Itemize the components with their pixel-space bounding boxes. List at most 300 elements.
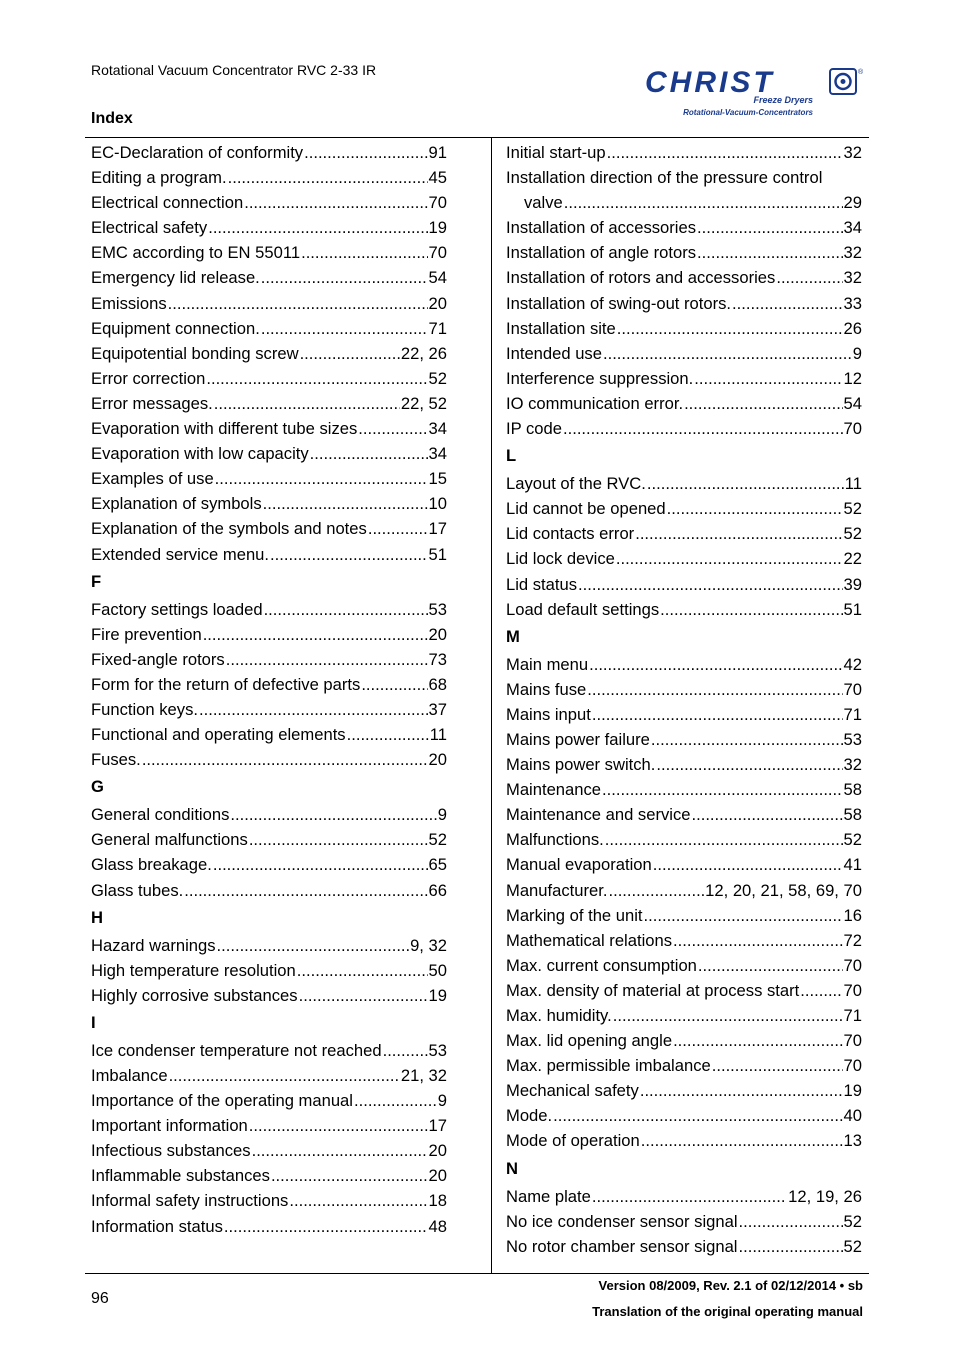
index-term: Fuses. bbox=[91, 750, 141, 770]
index-entry bbox=[506, 546, 862, 571]
leader-dots bbox=[354, 1088, 437, 1113]
index-page: 19 bbox=[843, 1081, 862, 1101]
leader-dots bbox=[261, 316, 428, 341]
index-page: 91 bbox=[428, 143, 447, 162]
index-term: Intended use bbox=[506, 343, 602, 363]
index-page: 41 bbox=[843, 855, 862, 875]
index-entry bbox=[91, 316, 447, 341]
index-page: 18 bbox=[428, 1191, 447, 1211]
index-term: Malfunctions. bbox=[506, 830, 604, 850]
index-page: 70 bbox=[843, 1031, 862, 1051]
leader-dots bbox=[249, 827, 428, 852]
index-entry bbox=[506, 802, 862, 827]
index-entry bbox=[506, 1184, 862, 1209]
index-page: 12, 20, 21, 58, 69, 70 bbox=[705, 880, 862, 900]
index-page: 10 bbox=[428, 494, 447, 514]
index-page: 16 bbox=[843, 905, 862, 925]
index-entry bbox=[91, 827, 447, 852]
index-page: 29 bbox=[843, 193, 862, 213]
index-entry bbox=[91, 516, 447, 541]
index-page: 13 bbox=[843, 1131, 862, 1151]
leader-dots bbox=[635, 521, 842, 546]
leader-dots bbox=[673, 928, 843, 953]
leader-dots bbox=[213, 852, 428, 877]
index-page: 32 bbox=[843, 268, 862, 288]
index-entry bbox=[506, 1128, 862, 1153]
leader-dots bbox=[206, 366, 427, 391]
leader-dots bbox=[776, 265, 842, 290]
index-entry bbox=[91, 933, 447, 958]
index-column-left bbox=[91, 140, 447, 1239]
index-term: Importance of the operating manual bbox=[91, 1091, 353, 1111]
index-term: High temperature resolution bbox=[91, 960, 296, 980]
index-entry bbox=[91, 265, 447, 290]
index-page: 9 bbox=[437, 805, 447, 825]
index-term: Load default settings bbox=[506, 599, 660, 619]
index-page: 26 bbox=[843, 318, 862, 338]
index-term: Important information bbox=[91, 1116, 248, 1136]
leader-dots bbox=[252, 1138, 428, 1163]
index-entry bbox=[506, 953, 862, 978]
index-page: 72 bbox=[843, 930, 862, 950]
index-entry bbox=[506, 291, 862, 316]
index-page: 22 bbox=[843, 549, 862, 569]
index-letter-heading: H bbox=[91, 907, 103, 927]
leader-dots bbox=[712, 1053, 843, 1078]
index-page: 53 bbox=[428, 599, 447, 619]
index-term: Mains fuse bbox=[506, 679, 587, 699]
index-page: 9 bbox=[437, 1091, 447, 1111]
index-page: 32 bbox=[843, 243, 862, 263]
index-term: Name plate bbox=[506, 1186, 591, 1206]
index-term: Highly corrosive substances bbox=[91, 985, 298, 1005]
index-page: 70 bbox=[843, 1056, 862, 1076]
index-term: Installation of accessories bbox=[506, 218, 697, 238]
index-term: Lid contacts error bbox=[506, 524, 635, 544]
leader-dots bbox=[184, 878, 427, 903]
index-page: 51 bbox=[428, 544, 447, 564]
leader-dots bbox=[613, 1003, 843, 1028]
index-entry bbox=[91, 958, 447, 983]
document-title: Rotational Vacuum Concentrator RVC 2-33 IR bbox=[91, 62, 377, 78]
index-term: Interference suppression. bbox=[506, 368, 694, 388]
leader-dots bbox=[651, 727, 843, 752]
index-term: Functional and operating elements bbox=[91, 725, 346, 745]
leader-dots bbox=[694, 366, 842, 391]
logo-registered: ® bbox=[858, 69, 864, 76]
leader-dots bbox=[169, 1063, 400, 1088]
index-term: Equipment connection. bbox=[91, 318, 260, 338]
index-term: Layout of the RVC. bbox=[506, 474, 646, 494]
leader-dots bbox=[289, 1188, 427, 1213]
index-entry bbox=[91, 466, 447, 491]
index-term: Installation of angle rotors bbox=[506, 243, 697, 263]
index-entry bbox=[506, 827, 862, 852]
index-entry bbox=[91, 1113, 447, 1138]
index-term: Evaporation with low capacity bbox=[91, 444, 309, 464]
index-page: 68 bbox=[428, 674, 447, 694]
index-entry bbox=[506, 1234, 862, 1259]
index-page: 53 bbox=[843, 729, 862, 749]
index-term: IO communication error. bbox=[506, 393, 684, 413]
index-entry bbox=[91, 416, 447, 441]
index-entry bbox=[91, 215, 447, 240]
index-page: 9, 32 bbox=[410, 935, 447, 955]
index-entry bbox=[506, 416, 862, 441]
index-page: 70 bbox=[428, 193, 447, 213]
leader-dots bbox=[607, 140, 843, 165]
leader-dots bbox=[616, 546, 843, 571]
leader-dots bbox=[304, 140, 427, 165]
index-page: 66 bbox=[428, 880, 447, 900]
leader-dots bbox=[215, 466, 428, 491]
index-entry bbox=[506, 752, 862, 777]
index-page: 50 bbox=[428, 960, 447, 980]
leader-dots bbox=[563, 416, 843, 441]
leader-dots bbox=[224, 1214, 428, 1239]
index-term: No rotor chamber sensor signal bbox=[506, 1236, 738, 1256]
leader-dots bbox=[249, 1113, 428, 1138]
index-page: 48 bbox=[428, 1216, 447, 1236]
index-entry bbox=[506, 878, 862, 903]
index-term: Mode of operation bbox=[506, 1131, 640, 1151]
leader-dots bbox=[270, 542, 428, 567]
index-term: Lid lock device bbox=[506, 549, 615, 569]
index-page: 54 bbox=[428, 268, 447, 288]
leader-dots bbox=[214, 391, 400, 416]
index-entry bbox=[91, 1088, 447, 1113]
index-term: Lid status bbox=[506, 574, 578, 594]
index-entry bbox=[91, 878, 447, 903]
index-term: Infectious substances bbox=[91, 1141, 251, 1161]
index-term: Glass tubes. bbox=[91, 880, 184, 900]
index-entry bbox=[506, 597, 862, 622]
leader-dots bbox=[589, 652, 842, 677]
leader-dots bbox=[299, 983, 428, 1008]
index-page: 20 bbox=[428, 1141, 447, 1161]
index-entry bbox=[506, 391, 862, 416]
index-term: Mains power switch. bbox=[506, 755, 656, 775]
index-page: 39 bbox=[843, 574, 862, 594]
index-entry bbox=[506, 777, 862, 802]
index-entry bbox=[91, 165, 447, 190]
index-entry bbox=[506, 1078, 862, 1103]
index-page: 34 bbox=[428, 419, 447, 439]
leader-dots bbox=[653, 852, 843, 877]
index-entry bbox=[506, 521, 862, 546]
leader-dots bbox=[301, 240, 427, 265]
leader-dots bbox=[647, 471, 844, 496]
leader-dots bbox=[739, 1209, 843, 1234]
index-page: 9 bbox=[852, 343, 862, 363]
index-page: 20 bbox=[428, 1166, 447, 1186]
index-term: Max. permissible imbalance bbox=[506, 1056, 711, 1076]
index-page: 34 bbox=[428, 444, 447, 464]
leader-dots bbox=[617, 316, 843, 341]
index-page: 15 bbox=[428, 469, 447, 489]
index-page: 32 bbox=[843, 755, 862, 775]
leader-dots bbox=[226, 647, 428, 672]
index-term: Max. lid opening angle bbox=[506, 1031, 673, 1051]
index-term: Factory settings loaded bbox=[91, 599, 263, 619]
leader-dots bbox=[592, 1184, 787, 1209]
index-entry bbox=[506, 928, 862, 953]
index-entry bbox=[91, 747, 447, 772]
leader-dots bbox=[698, 953, 843, 978]
leader-dots bbox=[691, 802, 842, 827]
index-letter-heading: M bbox=[506, 626, 520, 646]
index-term: Error messages. bbox=[91, 393, 213, 413]
index-entry bbox=[91, 1163, 447, 1188]
index-term: Installation of swing-out rotors. bbox=[506, 293, 732, 313]
index-page: 11 bbox=[844, 474, 862, 494]
index-term: Explanation of the symbols and notes bbox=[91, 519, 367, 539]
index-letter-heading: I bbox=[91, 1012, 96, 1032]
index-entry bbox=[506, 316, 862, 341]
index-page: 21, 32 bbox=[400, 1066, 447, 1085]
index-page: 52 bbox=[843, 1211, 862, 1231]
logo-brand: CHRIST bbox=[645, 66, 775, 99]
index-entry bbox=[506, 165, 862, 215]
index-entry bbox=[91, 672, 447, 697]
leader-dots bbox=[208, 215, 427, 240]
index-page: 71 bbox=[843, 1006, 862, 1025]
leader-dots bbox=[739, 1234, 843, 1259]
index-entry bbox=[91, 190, 447, 215]
logo-line2: Rotational-Vacuum-Concentrators bbox=[683, 108, 813, 117]
leader-dots bbox=[800, 978, 842, 1003]
leader-dots bbox=[142, 747, 428, 772]
leader-dots bbox=[673, 1028, 842, 1053]
index-letter-heading: F bbox=[91, 571, 102, 591]
index-term: Editing a program. bbox=[91, 168, 227, 188]
leader-dots bbox=[383, 1038, 428, 1063]
index-term: Emissions bbox=[91, 293, 167, 313]
index-page: 52 bbox=[843, 1236, 862, 1256]
index-term: Installation direction of the pressure control bbox=[506, 168, 823, 188]
index-term: Initial start-up bbox=[506, 143, 606, 162]
index-entry bbox=[506, 265, 862, 290]
logo-line1: Freeze Dryers bbox=[753, 95, 813, 105]
index-page: 19 bbox=[428, 218, 447, 238]
index-page: 54 bbox=[843, 393, 862, 413]
leader-dots bbox=[602, 777, 843, 802]
index-entry bbox=[506, 471, 862, 496]
index-page: 17 bbox=[428, 1116, 447, 1136]
index-page: 22, 52 bbox=[400, 393, 447, 413]
index-term: Error correction bbox=[91, 368, 206, 388]
index-term-continuation: valve bbox=[524, 193, 563, 213]
index-entry bbox=[506, 1209, 862, 1234]
index-page: 20 bbox=[428, 750, 447, 770]
index-page: 70 bbox=[843, 679, 862, 699]
leader-dots bbox=[361, 672, 427, 697]
leader-dots bbox=[310, 441, 428, 466]
leader-dots bbox=[608, 878, 704, 903]
index-term: Informal safety instructions bbox=[91, 1191, 289, 1211]
index-entry bbox=[506, 978, 862, 1003]
index-term: Mechanical safety bbox=[506, 1081, 639, 1101]
index-entry bbox=[91, 240, 447, 265]
leader-dots bbox=[230, 802, 436, 827]
leader-dots bbox=[553, 1103, 842, 1128]
index-term: Lid cannot be opened bbox=[506, 499, 666, 519]
leader-dots bbox=[228, 165, 428, 190]
index-term: Fire prevention bbox=[91, 624, 202, 644]
index-entry bbox=[506, 1103, 862, 1128]
index-page: 19 bbox=[428, 985, 447, 1005]
index-term: Electrical safety bbox=[91, 218, 208, 238]
leader-dots bbox=[592, 702, 843, 727]
index-entry bbox=[506, 572, 862, 597]
leader-dots bbox=[564, 190, 843, 215]
index-term: Marking of the unit bbox=[506, 905, 643, 925]
leader-dots bbox=[300, 341, 400, 366]
leader-dots bbox=[732, 291, 842, 316]
header-rule bbox=[85, 137, 869, 138]
index-entry bbox=[506, 652, 862, 677]
index-entry bbox=[506, 366, 862, 391]
index-entry bbox=[506, 496, 862, 521]
page-number: 96 bbox=[91, 1290, 109, 1307]
index-page: 32 bbox=[843, 143, 862, 162]
index-term: Max. humidity. bbox=[506, 1006, 612, 1025]
index-term: Imbalance bbox=[91, 1066, 168, 1085]
index-term: Manual evaporation bbox=[506, 855, 652, 875]
index-entry bbox=[506, 215, 862, 240]
index-entry bbox=[91, 291, 447, 316]
index-entry bbox=[506, 903, 862, 928]
index-page: 70 bbox=[843, 419, 862, 439]
index-page: 42 bbox=[843, 654, 862, 674]
christ-logo bbox=[645, 66, 865, 120]
index-entry bbox=[91, 542, 447, 567]
index-term: Emergency lid release. bbox=[91, 268, 260, 288]
index-term: Manufacturer. bbox=[506, 880, 608, 900]
leader-dots bbox=[263, 491, 428, 516]
index-entry bbox=[91, 1214, 447, 1239]
index-page: 37 bbox=[428, 699, 447, 719]
index-term: EC-Declaration of conformity bbox=[91, 143, 304, 162]
index-page: 45 bbox=[428, 168, 447, 188]
leader-dots bbox=[684, 391, 842, 416]
index-term: Extended service menu. bbox=[91, 544, 270, 564]
index-entry bbox=[506, 140, 862, 165]
index-term: Mode. bbox=[506, 1106, 553, 1126]
index-page: 58 bbox=[843, 805, 862, 825]
index-page: 20 bbox=[428, 293, 447, 313]
index-entry bbox=[91, 597, 447, 622]
index-term: Evaporation with different tube sizes bbox=[91, 419, 358, 439]
leader-dots bbox=[358, 416, 427, 441]
index-page: 34 bbox=[843, 218, 862, 238]
index-entry bbox=[91, 983, 447, 1008]
logo-swirl-icon bbox=[830, 69, 856, 94]
leader-dots bbox=[644, 903, 843, 928]
index-page: 17 bbox=[428, 519, 447, 539]
index-entry bbox=[506, 1028, 862, 1053]
index-entry bbox=[506, 677, 862, 702]
leader-dots bbox=[203, 622, 428, 647]
index-term: Explanation of symbols bbox=[91, 494, 262, 514]
leader-dots bbox=[264, 597, 428, 622]
index-page: 52 bbox=[428, 830, 447, 850]
index-letter-heading: N bbox=[506, 1158, 518, 1178]
index-term: Form for the return of defective parts bbox=[91, 674, 361, 694]
index-page: 22, 26 bbox=[400, 343, 447, 363]
index-page: 33 bbox=[843, 293, 862, 313]
leader-dots bbox=[640, 1078, 843, 1103]
index-entry bbox=[506, 852, 862, 877]
index-term: Examples of use bbox=[91, 469, 214, 489]
index-term: Max. current consumption bbox=[506, 955, 697, 975]
index-term: Electrical connection bbox=[91, 193, 244, 213]
section-title: Index bbox=[91, 110, 133, 127]
leader-dots bbox=[347, 722, 429, 747]
index-entry bbox=[506, 1003, 862, 1028]
index-page: 70 bbox=[843, 980, 862, 1000]
index-term: Installation of rotors and accessories bbox=[506, 268, 776, 288]
index-entry bbox=[91, 491, 447, 516]
leader-dots bbox=[199, 697, 428, 722]
leader-dots bbox=[697, 215, 843, 240]
index-entry bbox=[91, 1188, 447, 1213]
index-term: Main menu bbox=[506, 654, 589, 674]
leader-dots bbox=[603, 341, 852, 366]
index-term: Maintenance bbox=[506, 780, 602, 800]
index-page: 73 bbox=[428, 649, 447, 669]
index-entry bbox=[91, 140, 447, 165]
index-page: 11 bbox=[429, 725, 447, 745]
index-entry bbox=[506, 1053, 862, 1078]
index-page: 53 bbox=[428, 1040, 447, 1060]
index-term: General malfunctions bbox=[91, 830, 248, 850]
index-letter-heading: L bbox=[506, 446, 517, 466]
footer-rule bbox=[85, 1273, 869, 1274]
index-term: Installation site bbox=[506, 318, 616, 338]
version-info: Version 08/2009, Rev. 2.1 of 02/12/2014 • sb bbox=[598, 1278, 863, 1293]
leader-dots bbox=[656, 752, 842, 777]
index-page: 71 bbox=[843, 704, 862, 724]
index-entry bbox=[506, 727, 862, 752]
index-term: IP code bbox=[506, 419, 562, 439]
index-page: 70 bbox=[843, 955, 862, 975]
index-entry bbox=[91, 1138, 447, 1163]
index-entry bbox=[91, 391, 447, 416]
leader-dots bbox=[605, 827, 843, 852]
index-term: Information status bbox=[91, 1216, 223, 1236]
index-entry bbox=[91, 722, 447, 747]
index-page: 52 bbox=[843, 499, 862, 519]
index-term: EMC according to EN 55011 bbox=[91, 243, 301, 263]
index-entry bbox=[506, 702, 862, 727]
index-page: 20 bbox=[428, 624, 447, 644]
index-column-right bbox=[506, 140, 862, 1259]
leader-dots bbox=[297, 958, 428, 983]
translation-note: Translation of the original operating manual bbox=[592, 1304, 863, 1319]
index-term: Hazard warnings bbox=[91, 935, 216, 955]
leader-dots bbox=[244, 190, 427, 215]
index-page: 70 bbox=[428, 243, 447, 263]
column-divider bbox=[491, 137, 492, 1273]
leader-dots bbox=[587, 677, 842, 702]
index-page: 51 bbox=[843, 599, 862, 619]
leader-dots bbox=[217, 933, 410, 958]
leader-dots bbox=[697, 240, 843, 265]
index-entry bbox=[91, 1038, 447, 1063]
index-term: Function keys. bbox=[91, 699, 198, 719]
index-entry bbox=[506, 341, 862, 366]
